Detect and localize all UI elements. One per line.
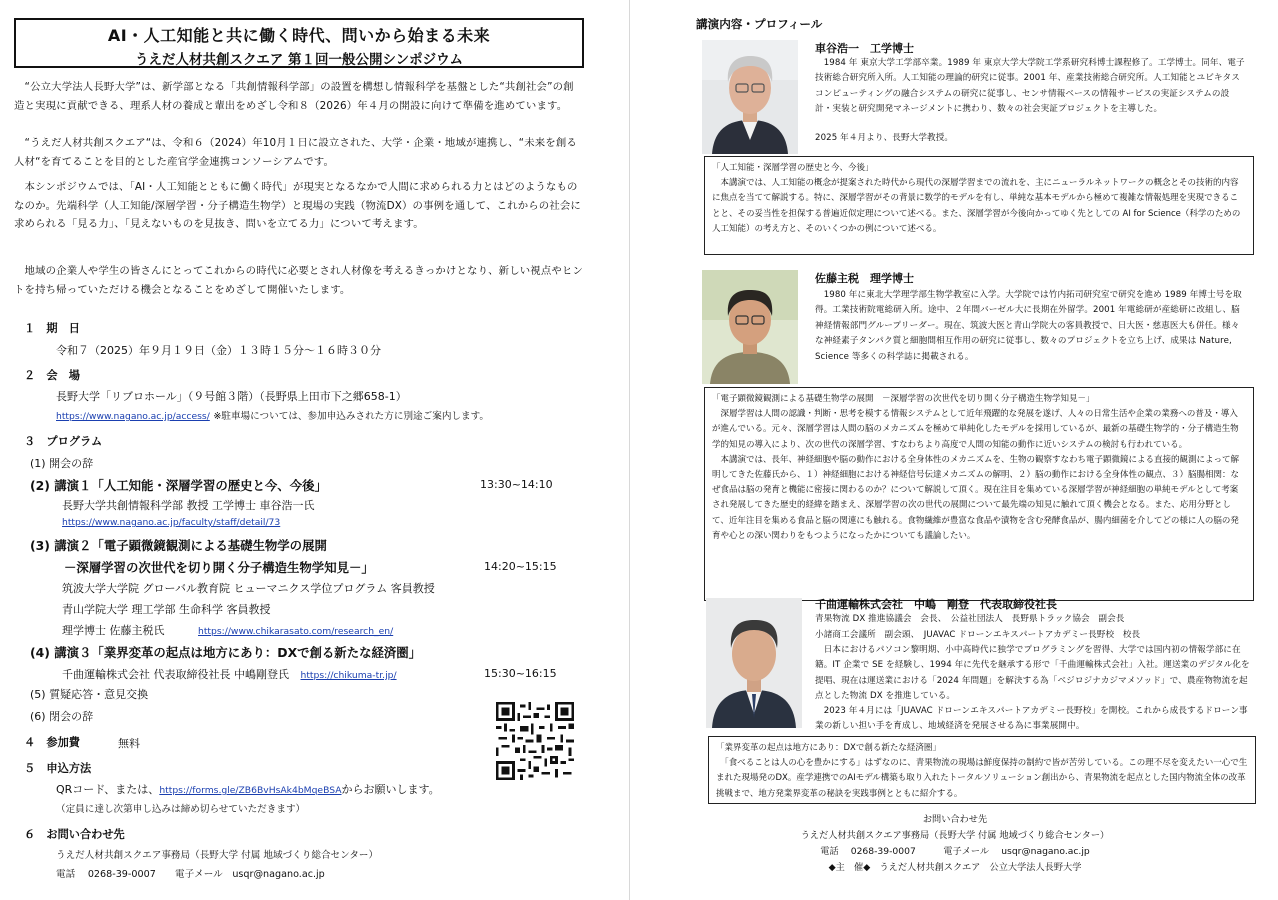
speaker1-photo xyxy=(702,40,798,154)
speaker3-link[interactable]: https://chikuma-tr.jp/ xyxy=(300,670,397,681)
speaker2-link[interactable]: https://www.chikarasato.com/research_en/ xyxy=(198,626,394,637)
abstract-2-body-2: 本講演では、長年、神経細胞や脳の動作における全身体性のメカニズムを、生物の観察すなわち電子顕微鏡による直接的観測によって解明してきた佐藤氏から、１）神経細胞における神経信号伝達メカニズムの解明、２）脳の動作における全身体性の観点、３）脳腸相関：なぜ食品は脳の発育と機能に密接に関わるのか？について解説して頂く。現在注目を集めている深層学習が神経細胞の単純モデルとして考案され発展してきた歴史的経緯を踏まえ、深層学習の次の世代の展開について最先端の知見に触れて頂く機会となる。また、応用分野として、近年注目を集める食品と脳の関連にも触れる。食物繊維が豊富な食品や漬物を含む発酵食品が、腸内細菌を介してどの様に人の脳の発育や心との深い関わりをもつようになったかについても議論したい。 xyxy=(712,454,1240,541)
program-item-4-speaker: 千曲運輸株式会社 代表取締役社長 中嶋剛登氏 xyxy=(62,668,289,681)
speaker1-bio-2: 2025 年４月より、長野大学教授。 xyxy=(815,133,954,143)
contact-phone-email: 電話 0268-39-0007 電子メール usqr@nagano.ac.jp xyxy=(56,869,325,880)
program-item-3-affiliation-1: 筑波大学大学院 グローバル教育院 ヒューマニクス学位プログラム 客員教授 xyxy=(62,582,435,595)
venue-heading: ２ 会 場 xyxy=(24,369,80,382)
program-item-2-link-row xyxy=(62,515,280,528)
date-value: 令和７（2025）年９月１９日（金）１３時１５分～１６時３０分 xyxy=(56,344,381,357)
fee-heading: ４ 参加費 xyxy=(24,736,80,749)
venue-link-row xyxy=(56,408,489,422)
footer-organizer: ◆主 催◆ うえだ人材共創スクエア 公立大学法人長野大学 xyxy=(828,862,1082,873)
venue-value: 長野大学「リブロホール」（９号館３階）（長野県上田市下之郷658-1） xyxy=(56,390,407,403)
abstract-3-body: 「食べることは人の心を豊かにする」はずなのに、青果物流の現場は鮮度保持の制約で皆が苦労している。この理不尽を変えたい一心で生まれた現場発のDX。産学連携でのAIモデル構築も取り入れたトータルソリューション創出から、青果物流を起点とした国内物流全体の改革挑戦まで、地方発業界変革の秘訣を実践事例とともに紹介する。 xyxy=(716,758,1248,799)
program-item-4-title: (4) 講演３「業界変革の起点は地方にあり：DXで創る新たな経済圏」 xyxy=(30,645,422,660)
speaker2-bio: 1980 年に東北大学理学部生物学教室に入学。大学院では竹内拓司研究室で研究を進め 1989 年博士号を取得。工業技術院電総研入所。途中、２年間バーゼル大に長期在外留学。2001 年電総研が産総研に改組し、脳神経情報部門グループリーダー。現在、筑波大医と青山学院大の客員教授で、日大医・慈恵医大も併任。様々な神経素子タンパク質と細胞間相互作用の研究に従事し、数々のプロジェクトを立ち上げ、成果は Nature, Science 等多くの科学誌に掲載される。 xyxy=(815,290,1242,362)
qr-code-icon[interactable] xyxy=(496,702,574,780)
speaker3-roles-1: 青果物流 DX 推進協議会 会長、 公益社団法人 長野県トラック協会 副会長 xyxy=(815,614,1125,624)
footer xyxy=(632,812,1278,876)
program-item-2-time: 13:30~14:10 xyxy=(480,478,553,491)
apply-heading: ５ 申込方法 xyxy=(24,762,92,775)
program-item-3-title-2: －深層学習の次世代を切り開く分子構造生物学知見－」 xyxy=(64,560,374,575)
program-item-3-speaker: 理学博士 佐藤主税氏 xyxy=(62,624,165,637)
program-heading: ３ プログラム xyxy=(24,435,103,448)
contact-heading: ６ お問い合わせ先 xyxy=(24,828,125,841)
program-item-6: (6) 閉会の辞 xyxy=(30,710,94,723)
abstract-3-title: 「業界変革の起点は地方にあり：DXで創る新たな経済圏」 xyxy=(716,743,941,753)
abstract-box-2 xyxy=(704,387,1254,601)
program-item-3-title: (3) 講演２「電子顕微鏡観測による基礎生物学の展開 xyxy=(30,538,327,553)
main-title: AI・人工知能と共に働く時代、問いから始まる未来 xyxy=(107,26,491,45)
speaker3-name: 千曲運輸株式会社 中嶋 剛登 代表取締役社長 xyxy=(815,598,1057,611)
footer-office: うえだ人材共創スクエア事務局（長野大学 付属 地域づくり総合センター） xyxy=(800,830,1110,841)
speaker2-photo xyxy=(702,270,798,384)
program-item-3-affiliation-2: 青山学院大学 理工学部 生命科学 客員教授 xyxy=(62,603,271,616)
footer-heading: お問い合わせ先 xyxy=(922,814,988,825)
speaker3-bio: 日本におけるパソコン黎明期、小中高時代に独学でプログラミングを習得、大学では国内初の情報学部に在籍。IT 企業で SE を経験し、1994 年に先代を継承する形で「千曲運輸株式会社」入社。運送業のデジタル化を提唱、現在は運送業における「2024 年問題」を解決する為「ベジロジナカジマメソッド」で、農産物物流を起点とした物流 DX を推進している。 xyxy=(815,645,1250,702)
apply-pre: QRコード、または、 xyxy=(56,783,160,796)
venue-note: ※駐車場については、参加申込みされた方に別途ご案内します。 xyxy=(213,411,490,422)
speaker3-roles-2: 小諸商工会議所 副会頭、 JUAVAC ドローンエキスパートアカデミー長野校 校長 xyxy=(815,630,1141,640)
speaker1-link[interactable]: https://www.nagano.ac.jp/faculty/staff/detail/73 xyxy=(62,517,281,528)
program-item-3-speaker-row xyxy=(62,622,393,638)
sub-title: うえだ人材共創スクエア 第１回一般公開シンポジウム xyxy=(135,52,463,68)
program-item-4-time: 15:30~16:15 xyxy=(484,667,557,680)
abstract-1-title: 「人工知能・深層学習の歴史と今、今後」 xyxy=(712,163,874,173)
contact-office: うえだ人材共創スクエア事務局（長野大学 付属 地域づくり総合センター） xyxy=(56,850,379,861)
speaker2-name: 佐藤主税 理学博士 xyxy=(815,272,914,285)
speaker1-name: 車谷浩一 工学博士 xyxy=(815,42,914,55)
speaker3-bio-2: 2023 年４月には「JUAVAC ドローンエキスパートアカデミー長野校」を開校。これから成長するドローン事業の新しい担い手を育成し、地域経済を発展させる為に事業展開中。 xyxy=(815,706,1248,732)
abstract-box-1 xyxy=(704,156,1254,255)
intro-paragraph-1: “公立大学法人長野大学”は、新学部となる「共創情報科学部」の設置を構想し情報科学を基盤とした“共創社会”の創造と実現に貢献できる、理系人材の養成と輩出をめざし令和８（2026）年４月の開設に向けて準備を進めています。 xyxy=(14,81,574,112)
fee-value: 無料 xyxy=(118,737,140,750)
speaker1-bio: 1984 年 東京大学工学部卒業。1989 年 東京大学大学院工学系研究科博士課程修了。工学博士。同年、電子技術総合研究所入所。人工知能の理論的研究に従事。2001 年、産業技術総合研究所。人工知能とユビキタスコンピューティングの融合システムの研究に従事し、センサ情報ベースの情報サービスの実証システムの設計・実装と研究開発マネージメントに携わり、数々の社会実証プロジェクトを主導した。 xyxy=(815,58,1245,115)
page-divider xyxy=(629,0,630,900)
program-item-3-time: 14:20~15:15 xyxy=(484,560,557,573)
speaker3-photo xyxy=(706,598,802,728)
abstract-box-3 xyxy=(708,736,1256,804)
intro-paragraph-2: “うえだ人材共創スクエア“は、令和６（2024）年10月１日に設立された、大学・企業・地域が連携し、“未来を創る人材“を育てることを目的とした産官学金連携コンソーシアムです。 xyxy=(14,137,577,168)
intro-paragraph-3: 本シンポジウムでは、「AI・人工知能とともに働く時代」が現実となるなかで人間に求められる力とはどのようなものなのか。先端科学（人工知能/深層学習・分子構造生物学）と現場の実践（物流DX）の事例を通して、これからの社会に求められる「見る力」、「見えないものを見抜き、問いを立てる力」について考えます。 xyxy=(14,181,581,230)
program-item-2-speaker: 長野大学共創情報科学部 教授 工学博士 車谷浩一氏 xyxy=(62,499,315,512)
program-item-4-speaker-row xyxy=(62,666,397,682)
venue-link[interactable]: https://www.nagano.ac.jp/access/ xyxy=(56,411,210,422)
title-box xyxy=(14,18,584,68)
apply-row xyxy=(56,781,440,797)
abstract-2-body-1: 深層学習は人間の認識・判断・思考を模する情報システムとして近年飛躍的な発展を遂げ、人々の日常生活や企業の業務への普及・導入が進んでいる。元々、深層学習は人間の脳のメカニズムを極めて単純化したモデルを採用しているが、最新の基礎生物学的・分子構造生物学的知見の導入により、次の世代の深層学習、すなわちより高度で人間の知能の動作に近いシステムの検討も行われている。 xyxy=(712,409,1239,450)
abstract-2-title: 「電子顕微鏡観測による基礎生物学の展開 －深層学習の次世代を切り開く分子構造生物学知見－」 xyxy=(712,394,1095,404)
program-item-2-title: (2) 講演１「人工知能・深層学習の歴史と今、今後」 xyxy=(30,478,327,493)
apply-link[interactable]: https://forms.gle/ZB6BvHsAk4bMqeBSA xyxy=(159,785,342,796)
apply-post: からお願いします。 xyxy=(341,783,440,796)
footer-contact: 電話 0268-39-0007 電子メール usqr@nagano.ac.jp xyxy=(820,846,1090,857)
program-item-5: (5) 質疑応答・意見交換 xyxy=(30,688,149,701)
date-heading: １ 期 日 xyxy=(24,322,80,335)
abstract-1-body: 本講演では、人工知能の概念が提案された時代から現代の深層学習までの流れを、主にニューラルネットワークの概念とその技術的内容に焦点を当てて解説する。特に、深層学習がその背景に数学的モデルを有し、単純な基本モデルから極めて複雑な情報処理を実現できることと、その妥当性を担保する普遍近似定理について述べる。また、深層学習が今後向かってゆく先としての AI for Science（科学のための人工知能）の考え方と、そのいくつかの例について述べる。 xyxy=(712,178,1241,234)
intro-paragraph-4: 地域の企業人や学生の皆さんにとってこれからの時代に必要とされ人材像を考えるきっかけとなり、新しい視点やヒントを持ち帰っていただける機会となることをめざして開催いたします。 xyxy=(14,265,583,296)
apply-note: （定員に達し次第申し込みは締め切らせていただきます） xyxy=(56,804,306,815)
program-item-1: (1) 開会の辞 xyxy=(30,457,94,470)
right-heading: 講演内容・プロフィール xyxy=(696,17,823,31)
